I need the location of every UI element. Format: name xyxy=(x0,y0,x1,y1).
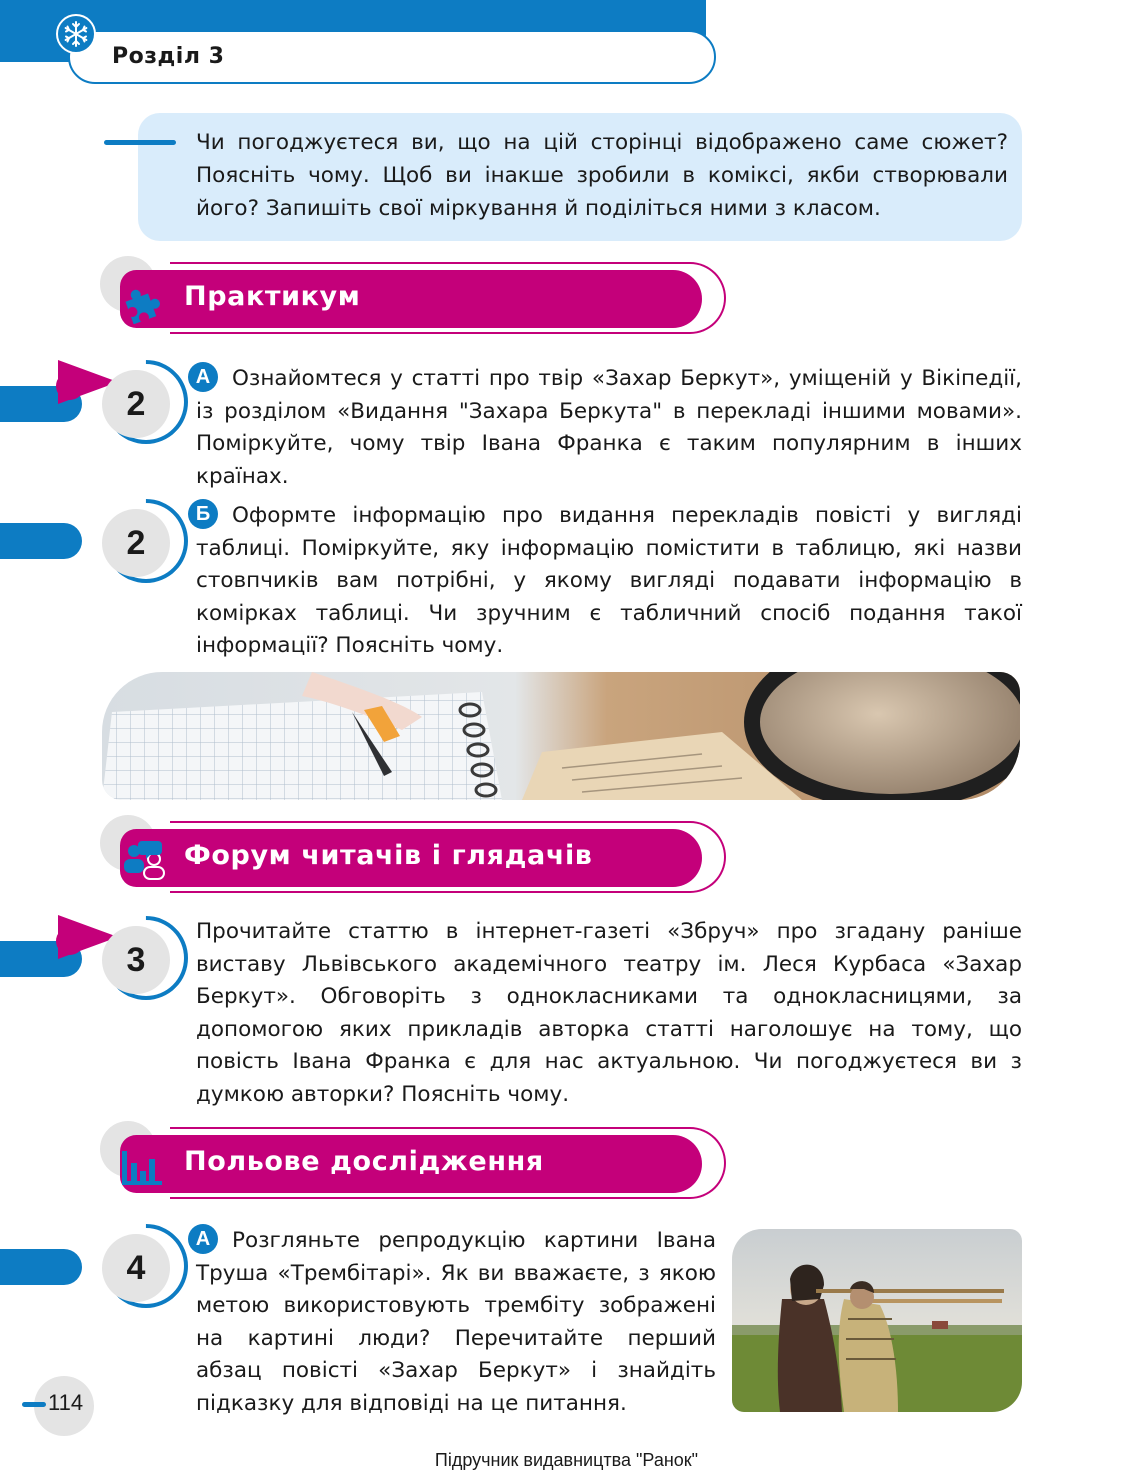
page-number: 114 xyxy=(48,1390,84,1415)
task-number: 3 xyxy=(102,926,170,994)
section-heading-forum xyxy=(100,815,630,899)
snowflake-icon xyxy=(56,14,96,54)
task-number: 2 xyxy=(102,509,170,577)
section-title: Практикум xyxy=(184,281,361,312)
page-number-accent xyxy=(22,1402,46,1407)
puzzle-icon xyxy=(120,278,166,324)
task-body: Розгляньте репродукцію картини Івана Труша «Трембітарі». Як ви вважаєте, з якою метою використовують трембіту зображені на картині люди? Перечитайте перший абзац повісті «Захар Беркут» і знайдіть підказку для відповіді на це питання. xyxy=(196,1228,716,1416)
publisher-footer: Підручник видавництва "Ранок" xyxy=(434,1450,699,1470)
task-badge: А xyxy=(188,362,218,392)
question-accent-line xyxy=(104,140,176,145)
task-body: Оформте інформацію про видання перекладів повісті у вигляді таблиці. Поміркуйте, яку інформацію помістити в таблицю, які назви стовпчиків вам потрібні, у якому вигляді подавати інформацію в комірках таблиці. Чи зручним є табличний спосіб подання такої інформації? Поясніть чому. xyxy=(196,503,1022,658)
task-marker-tab xyxy=(0,523,82,559)
painting-reproduction xyxy=(732,1229,1022,1412)
task-marker-tab xyxy=(0,1249,82,1285)
task-number: 2 xyxy=(102,370,170,438)
people-chat-icon xyxy=(120,837,166,883)
task-text: Прочитайте статтю в інтернет-газеті «Збруч» про згадану раніше виставу Львівського академічного театру ім. Леся Курбаса «Захар Беркут». Обговоріть з однокласниками та однокласницями, за допомогою яких прикладів авторка статті наголошує на тому, що повість Івана Франка є для нас актуальною. Чи погоджуєтеся ви з думкою авторки? Поясніть чому. xyxy=(196,919,1022,1107)
bar-chart-icon xyxy=(120,1143,166,1189)
section-title: Форум читачів і глядачів xyxy=(184,840,593,871)
task-text xyxy=(196,1224,716,1420)
task-number: 4 xyxy=(102,1234,170,1302)
task-badge: Б xyxy=(188,499,218,529)
section-heading-field-research xyxy=(100,1121,630,1205)
question-text: Чи погоджуєтеся ви, що на цій сторінці відображено саме сюжет? Поясніть чому. Щоб ви інакше зробили в коміксі, якби створювали його? Запишіть свої міркування й поділіться ними з класом. xyxy=(196,130,1008,221)
task-text xyxy=(196,499,1022,663)
section-title: Польове дослідження xyxy=(184,1146,544,1177)
section-heading-practicum xyxy=(100,256,630,340)
task-text xyxy=(196,362,1022,493)
task-badge: А xyxy=(188,1224,218,1254)
notebook-photo xyxy=(102,672,1020,800)
section-label: Розділ 3 xyxy=(112,44,225,69)
task-body: Ознайомтеся у статті про твір «Захар Беркут», уміщеній у Вікіпедії, із розділом «Видання "Захара Беркута" в перекладі іншими мовами». Поміркуйте, чому твір Івана Франка є таким популярним в інших країнах. xyxy=(196,366,1022,489)
